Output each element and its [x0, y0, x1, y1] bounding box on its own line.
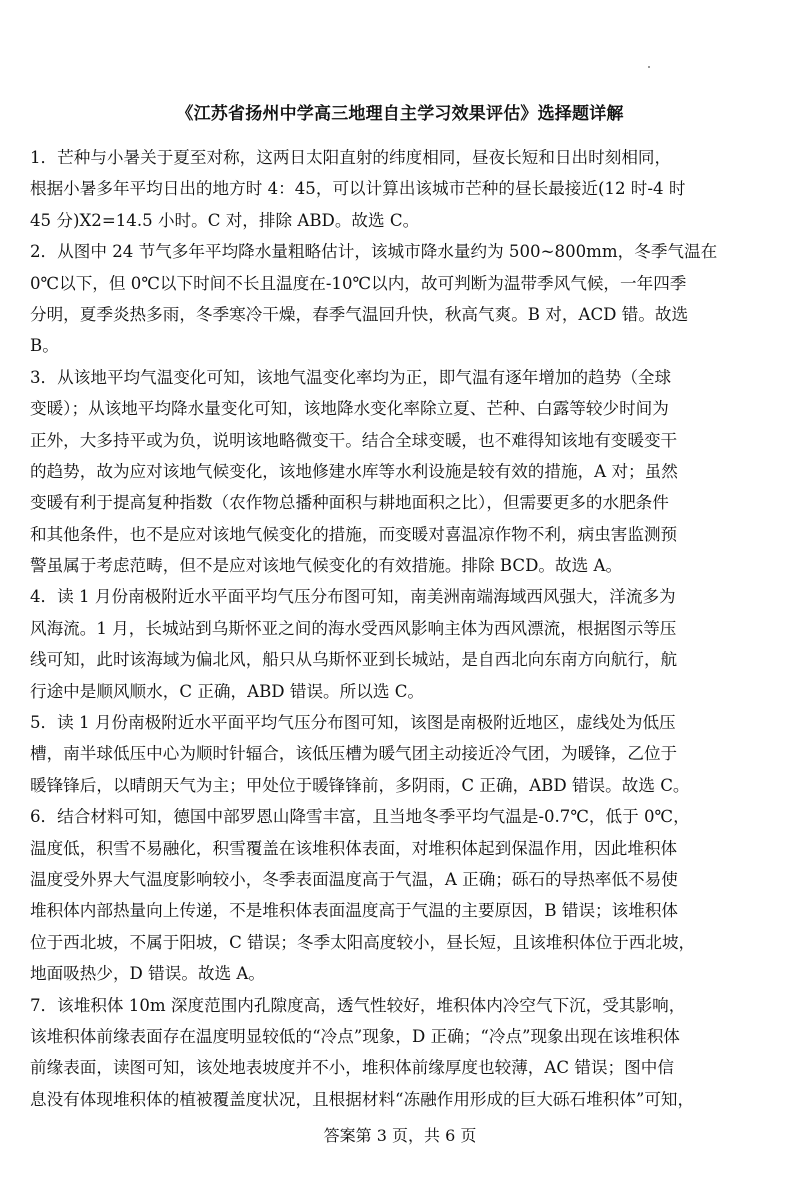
text-line: 槽，南半球低压中心为顺时针辐合，该低压槽为暖气团主动接近冷气团，为暖锋，乙位于 [30, 744, 678, 764]
page-footer: 答案第 3 页，共 6 页 [323, 1126, 477, 1145]
text-line: 变暖有利于提高复种指数（农作物总播种面积与耕地面积之比），但需要更多的水肥条件 [30, 493, 669, 513]
text-line: 5．读 1 月份南极附近水平面平均气压分布图可知，该图是南极附近地区，虚线处为低压 [30, 713, 676, 733]
text-line: 2．从图中 24 节气多年平均降水量粗略估计，该城市降水量约为 500~800mm，冬季气温在 [30, 242, 718, 262]
text-line: B。 [30, 336, 59, 356]
text-line: 4．读 1 月份南极附近水平面平均气压分布图可知，南美洲南端海域西风强大，洋流多为 [30, 587, 676, 607]
text-line: 的趋势，故为应对该地气候变化，该地修建水库等水利设施是较有效的措施，A 对；虽然 [30, 461, 678, 481]
text-line: 前缘表面，读图可知，该处地表坡度并不小，堆积体前缘厚度也较薄，AC 错误；图中信 [30, 1058, 674, 1078]
scan-speck [648, 66, 650, 68]
text-line: 0℃以下，但 0℃以下时间不长且温度在-10℃以内，故可判断为温带季风气候，一年四季 [30, 273, 687, 293]
text-line: 变暖）；从该地平均降水量变化可知，该地降水变化率除立夏、芒种、白露等较少时间为 [30, 399, 669, 419]
text-line: 温度低，积雪不易融化，积雪覆盖在该堆积体表面，对堆积体起到保温作用，因此堆积体 [30, 838, 678, 858]
text-line: 警虽属于考虑范畴，但不是应对该地气候变化的有效措施。排除 BCD。故选 A。 [30, 556, 623, 576]
text-line: 位于西北坡，不属于阳坡，C 错误；冬季太阳高度较小，昼长短，且该堆积体位于西北坡， [30, 932, 696, 952]
text-line: 线可知，此时该海域为偏北风，船只从乌斯怀亚到长城站，是自西北向东南方向航行，航 [30, 650, 678, 670]
text-line: 正外，大多持平或为负，说明该地略微变干。结合全球变暖，也不难得知该地有变暖变干 [30, 430, 678, 450]
text-line: 温度受外界大气温度影响较小，冬季表面温度高于气温，A 正确；砾石的导热率低不易使 [30, 869, 678, 889]
text-line: 6．结合材料可知，德国中部罗恩山降雪丰富，且当地冬季平均气温是-0.7℃，低于 0℃， [30, 807, 690, 827]
text-line: 和其他条件，也不是应对该地气候变化的措施，而变暖对喜温凉作物不利，病虫害监测预 [30, 524, 678, 544]
answer-body [30, 142, 775, 1115]
text-line: 该堆积体前缘表面存在温度明显较低的“冷点”现象，D 正确；“冷点”现象出现在该堆积体 [30, 1026, 680, 1046]
text-line: 7．该堆积体 10m 深度范围内孔隙度高，透气性较好，堆积体内冷空气下沉，受其影响， [30, 995, 686, 1015]
text-line: 风海流。1 月，长城站到乌斯怀亚之间的海水受西风影响主体为西风漂流，根据图示等压 [30, 618, 677, 638]
text-line: 暖锋锋后，以晴朗天气为主；甲处位于暖锋锋前，多阴雨，C 正确，ABD 错误。故选 C。 [30, 775, 690, 795]
page-title: 《江苏省扬州中学高三地理自主学习效果评估》选择题详解 [176, 104, 624, 124]
text-line: 3．从该地平均气温变化可知，该地气温变化率均为正，即气温有逐年增加的趋势（全球 [30, 367, 672, 387]
text-line: 1．芒种与小暑关于夏至对称，这两日太阳直射的纬度相同，昼夜长短和日出时刻相同， [30, 148, 672, 167]
text-line: 行途中是顺风顺水，C 正确，ABD 错误。所以选 C。 [30, 681, 424, 701]
text-line: 45 分)X2=14.5 小时。C 对，排除 ABD。故选 C。 [30, 210, 420, 230]
text-line: 地面吸热少，D 错误。故选 A。 [30, 964, 265, 984]
text-line: 堆积体内部热量向上传递，不是堆积体表面温度高于气温的主要原因，B 错误；该堆积体 [30, 901, 679, 921]
text-line: 根据小暑多年平均日出的地方时 4：45，可以计算出该城市芒种的昼长最接近(12 时-4 时 [30, 179, 686, 199]
text-line: 息没有体现堆积体的植被覆盖度状况，且根据材料“冻融作用形成的巨大砾石堆积体”可知， [30, 1089, 695, 1109]
text-line: 分明，夏季炎热多雨，冬季寒冷干燥，春季气温回升快，秋高气爽。B 对，ACD 错。故选 [30, 304, 689, 324]
